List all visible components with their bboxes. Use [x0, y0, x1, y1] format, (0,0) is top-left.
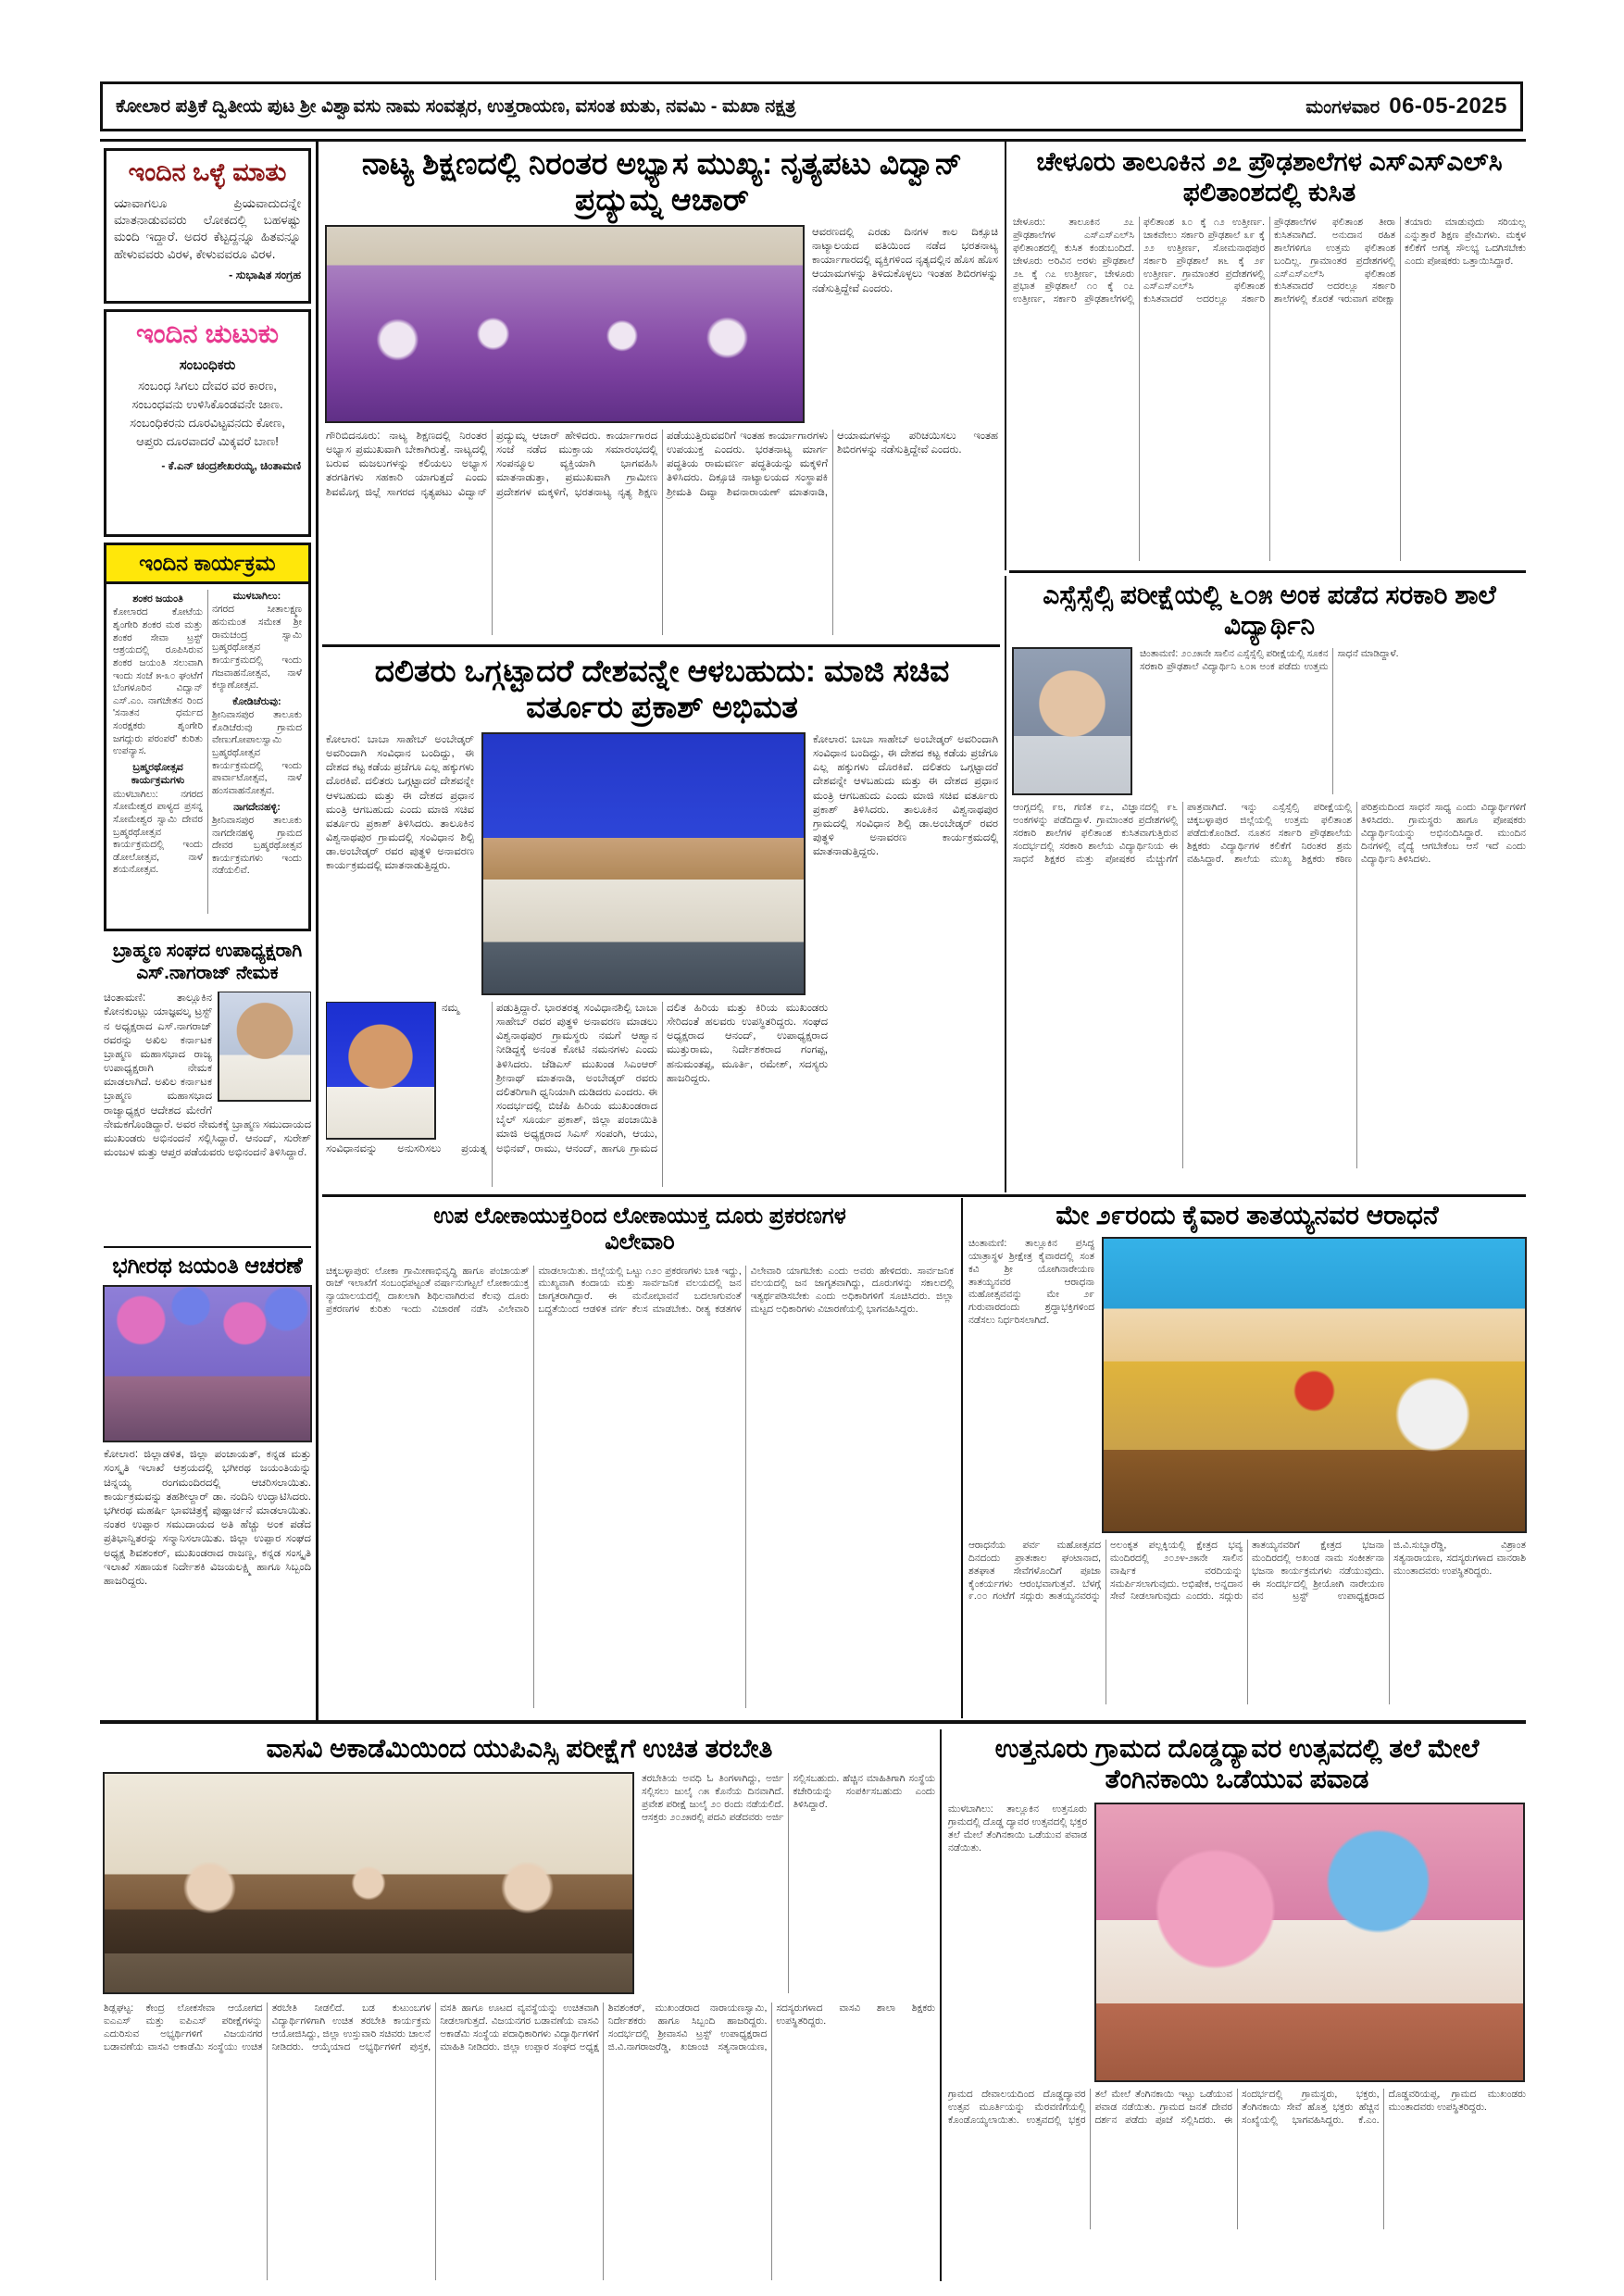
- article-dalitaru: [326, 654, 998, 1187]
- column-rule: [316, 141, 319, 1720]
- section-rule: [100, 1720, 1526, 1724]
- program-item-head: ಕೋಡಿಚೆರುವು:: [232, 695, 281, 707]
- chutuku-subtitle: ಸಂಬಂಧಿಕರು: [179, 357, 236, 373]
- good-word-title: ಇಂದಿನ ಒಳ್ಳೆ ಮಾತು: [128, 158, 287, 186]
- photo-dance-students-group: [326, 226, 804, 422]
- program-item-head: ಬ್ರಹ್ಮರಥೋತ್ಸವ ಕಾರ್ಯಕ್ರಮಗಳು: [131, 761, 185, 787]
- article-cheluru-body: ಚೇಳೂರು: ತಾಲೂಕಿನ ೨೭ ಪ್ರೌಢಶಾಲೆಗಳ ಎಸ್‌ಎಸ್‌ಎಲ್‌ಸಿ ಫಲಿತಾಂಶದಲ್ಲಿ ಕುಸಿತ ಕಂಡುಬಂದಿದೆ. ಚೇಳೂರು ಅರಿವಿನ ಅರಳು ಪ್ರೌಢಶಾಲೆ ೨೬ ಕ್ಕೆ ೧೭ ಉತ್ತೀರ್ಣ, ಚೇಳೂರು ಪ್ರಭಾತ ಪ್ರೌಢಶಾಲೆ ೧೦ ಕ್ಕೆ ೦೭ ಉತ್ತೀರ್ಣ, ಸರ್ಕಾರಿ ಪ್ರೌಢಶಾಲೆಗಳಲ್ಲಿ ಫಲಿತಾಂಶ ೩೦ ಕ್ಕೆ ೧೨ ಉತ್ತೀರ್ಣ. ಚಾಕವೇಲು ಸರ್ಕಾರಿ ಪ್ರೌಢಶಾಲೆ ೩೯ ಕ್ಕೆ ೨೨ ಉತ್ತೀರ್ಣ, ಸೋಮನಾಥಪುರ ಸರ್ಕಾರಿ ಪ್ರೌಢಶಾಲೆ ೫೬ ಕ್ಕೆ ೨೯ ಉತ್ತೀರ್ಣ. ಗ್ರಾಮಾಂತರ ಪ್ರದೇಶಗಳಲ್ಲಿ ಎಸ್‌ಎಸ್‌ಎಲ್‌ಸಿ ಫಲಿತಾಂಶ ಕುಸಿತವಾದರೆ ಅದರಲ್ಲೂ ಸರ್ಕಾರಿ ಪ್ರೌಢಶಾಲೆಗಳ ಫಲಿತಾಂಶ ತೀರಾ ಕುಸಿತವಾಗಿದೆ. ಅನುದಾನ ರಹಿತ ಶಾಲೆಗಳಿಗೂ ಉತ್ತಮ ಫಲಿತಾಂಶ ಬಂದಿಲ್ಲ. ಗ್ರಾಮಾಂತರ ಪ್ರದೇಶಗಳಲ್ಲಿ ಎಸ್‌ಎಸ್‌ಎಲ್‌ಸಿ ಫಲಿತಾಂಶ ಕುಸಿತವಾದರೆ ಅದರಲ್ಲೂ ಸರ್ಕಾರಿ ಶಾಲೆಗಳಲ್ಲಿ ಕೊರತೆ ಇರುವಾಗ ಪರೀಕ್ಷಾ ತಯಾರು ಮಾಡುವುದು ಸರಿಯಲ್ಲ ಎನ್ನುತ್ತಾರೆ ಶಿಕ್ಷಣ ಪ್ರೇಮಿಗಳು. ಮಕ್ಕಳ ಕಲಿಕೆಗೆ ಅಗತ್ಯ ಸೌಲಭ್ಯ ಒದಗಿಸಬೇಕು ಎಂದು ಪೋಷಕರು ಒತ್ತಾಯಿಸಿದ್ದಾರೆ.: [1013, 217, 1526, 306]
- article-nagaraj-headline: ಬ್ರಾಹ್ಮಣ ಸಂಘದ ಉಪಾಧ್ಯಕ್ಷರಾಗಿ ಎಸ್.ನಾಗರಾಜ್ ನೇಮಕ: [112, 941, 303, 983]
- photo-student-girl-portrait: [1013, 648, 1131, 794]
- article-uttanur: [948, 1733, 1526, 2229]
- masthead: [100, 81, 1523, 131]
- article-vasavi-headline: ವಾಸವಿ ಅಕಾಡೆಮಿಯಿಂದ ಯುಪಿಎಸ್ಸಿ ಪರೀಕ್ಷೆಗೆ ಉಚಿತ ತರಬೇತಿ: [266, 1734, 773, 1763]
- article-sslc605-lead: ಚಿಂತಾಮಣಿ: ೨೦೨೫ನೇ ಸಾಲಿನ ಎಸ್ಸೆಸ್ಸೆಲ್ಸಿ ಪರೀಕ್ಷೆಯಲ್ಲಿ ಸೂಕನ ಸರಕಾರಿ ಪ್ರೌಢಶಾಲೆ ವಿದ್ಯಾರ್ಥಿನಿ ೬೦೫ ಅಂಕ ಪಡೆದು ಉತ್ತಮ ಸಾಧನೆ ಮಾಡಿದ್ದಾಳೆ.: [1140, 648, 1399, 672]
- photo-ambedkar-statue-unveiling-event: [482, 733, 805, 994]
- program-item: [212, 695, 302, 798]
- article-uttanur-lead: ಮುಳಬಾಗಿಲು: ತಾಲ್ಲೂಕಿನ ಉತ್ತನೂರು ಗ್ರಾಮದಲ್ಲಿ ದೊಡ್ಡ ದ್ಯಾವರ ಉತ್ಸವದಲ್ಲಿ ಭಕ್ತರ ತಲೆ ಮೇಲೆ ತೆಂಗಿನಕಾಯಿ ಒಡೆಯುವ ಪವಾಡ ನಡೆಯಿತು.: [948, 1803, 1087, 1853]
- article-natya-headline: ನಾಟ್ಯ ಶಿಕ್ಷಣದಲ್ಲಿ ನಿರಂತರ ಅಭ್ಯಾಸ ಮುಖ್ಯ: ನೃತ್ಯಪಟು ವಿದ್ವಾನ್ ಪ್ರದ್ಯುಮ್ನ ಆಚಾರ್: [361, 146, 963, 217]
- article-vasavi: [104, 1733, 935, 2280]
- masthead-day: ಮಂಗಳವಾರ: [1305, 97, 1380, 118]
- program-item: [113, 593, 203, 758]
- column-rule: [1005, 141, 1006, 570]
- article-nagaraj: [104, 941, 311, 1223]
- program-item: [212, 590, 302, 693]
- good-word-credit: - ಸುಭಾಷಿತ ಸಂಗ್ರಹ: [229, 268, 301, 281]
- programs-title: ಇಂದಿನ ಕಾರ್ಯಕ್ರಮ: [106, 545, 308, 584]
- program-item-text: ಶ್ರೀನಿವಾಸಪುರ ತಾಲೂಕು ನಾಗದೇನಹಳ್ಳಿ ಗ್ರಾಮದ ದೇವರ ಬ್ರಹ್ಮರಥೋತ್ಸವ ಕಾರ್ಯಕ್ರಮಗಳು ಇಂದು ನಡೆಯಲಿವೆ.: [212, 814, 302, 877]
- chutuku-box: [104, 309, 311, 537]
- sidebar-rule: [104, 1246, 311, 1248]
- article-vasavi-body: ಶಿಡ್ಲಘಟ್ಟ: ಕೇಂದ್ರ ಲೋಕಸೇವಾ ಆಯೋಗದ ಐಎಎಸ್ ಮತ್ತು ಐಪಿಎಸ್ ಪರೀಕ್ಷೆಗಳನ್ನು ಎದುರಿಸುವ ಅಭ್ಯರ್ಥಿಗಳಿಗೆ ವಿಜಯನಗರ ಬಡಾವಣೆಯ ವಾಸವಿ ಅಕಾಡೆಮಿ ಸಂಸ್ಥೆಯು ಉಚಿತ ತರಬೇತಿ ನೀಡಲಿದೆ. ಬಡ ಕುಟುಂಬಗಳ ವಿದ್ಯಾರ್ಥಿಗಳಿಗಾಗಿ ಉಚಿತ ತರಬೇತಿ ಕಾರ್ಯಕ್ರಮ ಆಯೋಜಿಸಿದ್ದು, ಜಿಲ್ಲಾ ಉಸ್ತುವಾರಿ ಸಚಿವರು ಚಾಲನೆ ನೀಡಿದರು. ಆಯ್ಕೆಯಾದ ಅಭ್ಯರ್ಥಿಗಳಿಗೆ ಪುಸ್ತಕ, ವಸತಿ ಹಾಗೂ ಊಟದ ವ್ಯವಸ್ಥೆಯನ್ನು ಉಚಿತವಾಗಿ ನೀಡಲಾಗುತ್ತದೆ. ವಿಜಯನಗರ ಬಡಾವಣೆಯ ವಾಸವಿ ಅಕಾಡೆಮಿ ಸಂಸ್ಥೆಯ ಪದಾಧಿಕಾರಿಗಳು ವಿದ್ಯಾರ್ಥಿಗಳಿಗೆ ಮಾಹಿತಿ ನೀಡಿದರು. ಜಿಲ್ಲಾ ಉಪ್ಪಾರ ಸಂಘದ ಅಧ್ಯಕ್ಷ ಶಿವಶಂಕರ್, ಮುಖಂಡರಾದ ನಾರಾಯಣಸ್ವಾಮಿ, ನಿರ್ದೇಶಕರು ಹಾಗೂ ಸಿಬ್ಬಂದಿ ಹಾಜರಿದ್ದರು. ಸಂದರ್ಭದಲ್ಲಿ ಶ್ರೀವಾಸವಿ ಟ್ರಸ್ಟ್ ಉಪಾಧ್ಯಕ್ಷರಾದ ಜಿ.ವಿ.ನಾಗರಾಜರೆಡ್ಡಿ, ಖಜಾಂಚಿ ಸತ್ಯನಾರಾಯಣ, ಸದಸ್ಯರುಗಳಾದ ವಾಸವಿ ಶಾಲಾ ಶಿಕ್ಷಕರು ಉಪಸ್ಥಿತರಿದ್ದರು.: [104, 2003, 935, 2053]
- article-kaivara-body: ಆರಾಧನೆಯ ಪರ್ವ ಮಹೋತ್ಸವದ ದಿನದಂದು ಪ್ರಾತಃಕಾಲ ಘಂಟಾನಾದ, ಶತಘಾತ ಸೇವೆಗಳೊಂದಿಗೆ ಪೂಜಾ ಕೈಂಕರ್ಯಗಳು ಆರಂಭವಾಗುತ್ತವೆ. ಬೆಳಗ್ಗೆ ೯.೦೦ ಗಂಟೆಗೆ ಸದ್ಗುರು ತಾತಯ್ಯನವರನ್ನು ಅಲಂಕೃತ ಪಲ್ಲಕ್ಕಿಯಲ್ಲಿ ಕ್ಷೇತ್ರದ ಭವ್ಯ ಮಂದಿರದಲ್ಲಿ ೨೦೨೪-೨೫ನೇ ಸಾಲಿನ ವಾರ್ಷಿಕ ವರದಿಯನ್ನು ಸಮರ್ಪಿಸಲಾಗುವುದು. ಅಭಿಷೇಕ, ಅನ್ನದಾನ ಸೇವೆ ನೀಡಲಾಗುವುದು ಎಂದರು. ಸದ್ಗುರು ತಾತಯ್ಯನವರಿಗೆ ಕ್ಷೇತ್ರದ ಭಜನಾ ಮಂದಿರದಲ್ಲಿ ಅಖಂಡ ನಾಮ ಸಂಕೀರ್ತನಾ ಭಜನಾ ಕಾರ್ಯಕ್ರಮಗಳು ನಡೆಯುವುದು. ಈ ಸಂದರ್ಭದಲ್ಲಿ ಶ್ರೀಯೋಗಿ ನಾರೇಯಣ ವನ ಟ್ರಸ್ಟ್ ಉಪಾಧ್ಯಕ್ಷರಾದ ಜಿ.ವಿ.ಸುಬ್ಬಾರೆಡ್ಡಿ, ವಿಶ್ರಾಂತ ಸತ್ಯನಾರಾಯಣ, ಸದಸ್ಯರುಗಳಾದ ವಾನರಾಶಿ ಮುಂತಾದವರು ಉಪಸ್ಥಿತರಿದ್ದರು.: [968, 1540, 1526, 1603]
- article-dalitaru-body-col: ಕೋಲಾರ: ಬಾಬಾ ಸಾಹೇಬ್ ಅಂಬೇಡ್ಕರ್ ಅವರಿಂದಾಗಿ ಸಂವಿಧಾನ ಬಂದಿದ್ದು, ಈ ದೇಶದ ಕಟ್ಟ ಕಡೆಯ ಪ್ರಜೆಗೂ ಎಲ್ಲ ಹಕ್ಕುಗಳು ದೊರಕಿವೆ. ದಲಿತರು ಒಗ್ಗಟ್ಟಾದರೆ ದೇಶವನ್ನೇ ಆಳಬಹುದು ಮತ್ತು ಈ ದೇಶದ ಪ್ರಧಾನ ಮಂತ್ರಿ ಆಗಬಹುದು ಎಂದು ಮಾಜಿ ಸಚಿವ ವರ್ತೂರು ಪ್ರಕಾಶ್ ತಿಳಿಸಿದರು. ತಾಲೂಕಿನ ವಿಶ್ವನಾಥಪುರ ಗ್ರಾಮದಲ್ಲಿ ಸಂವಿಧಾನ ಶಿಲ್ಪಿ ಡಾ.ಅಂಬೇಡ್ಕರ್ ರವರ ಪುತ್ಥಳಿ ಅನಾವರಣ ಕಾರ್ಯಕ್ರಮದಲ್ಲಿ ಮಾತನಾಡುತ್ತಿದ್ದರು.: [813, 733, 998, 858]
- article-nagaraj-body-wrap: [104, 992, 311, 1223]
- article-dalitaru-body-text: ನಮ್ಮ ಸಂವಿಧಾನವನ್ನು ಅನುಸರಿಸಲು ಪ್ರಯತ್ನ ಪಡುತ್ತಿದ್ದಾರೆ. ಭಾರತರತ್ನ ಸಂವಿಧಾನಶಿಲ್ಪಿ ಬಾಬಾ ಸಾಹೇಬ್ ರವರ ಪುತ್ಥಳಿ ಅನಾವರಣ ಮಾಡಲು ವಿಶ್ವನಾಥಪುರ ಗ್ರಾಮಸ್ಥರು ನಮಗೆ ಆಹ್ವಾನ ನೀಡಿದ್ದಕ್ಕೆ ಅನಂತ ಕೋಟಿ ನಮನಗಳು ಎಂದು ತಿಳಿಸಿದರು. ಜೆಡಿಎಸ್ ಮುಖಂಡ ಸಿಎಂಆರ್ ಶ್ರೀನಾಥ್ ಮಾತನಾಡಿ, ಅಂಬೇಡ್ಕರ್ ರವರು ದಲಿತರಿಗಾಗಿ ಧ್ವನಿಯಾಗಿ ದುಡಿದರು ಎಂದರು. ಈ ಸಂದರ್ಭದಲ್ಲಿ ಬಿಜೆಪಿ ಹಿರಿಯ ಮುಖಂಡರಾದ ಬೈಲ್ ಸೂರ್ಯ ಪ್ರಕಾಶ್, ಜಿಲ್ಲಾ ಪಂಚಾಯಿತಿ ಮಾಜಿ ಅಧ್ಯಕ್ಷರಾದ ಸಿಎಸ್ ಸಂಪಂಗಿ, ಆಯು, ಅಭಿನವ್, ರಾಮು, ಆನಂದ್, ಹಾಗೂ ಗ್ರಾಮದ ದಲಿತ ಹಿರಿಯ ಮತ್ತು ಕಿರಿಯ ಮುಖಂಡರು ಸೇರಿದಂತೆ ಹಲವರು ಉಪಸ್ಥಿತರಿದ್ದರು. ಸಂಘದ ಅಧ್ಯಕ್ಷರಾದ ಆನಂದ್, ಉಪಾಧ್ಯಕ್ಷರಾದ ಮುತ್ತುರಾಮ, ನಿರ್ದೇಶಕರಾದ ಗಂಗಪ್ಪ, ಹನುಮಂತಪ್ಪ, ಮೂರ್ತಿ, ರಮೇಶ್, ಸದಸ್ಯರು ಹಾಜರಿದ್ದರು.: [326, 1002, 828, 1154]
- good-word-body: ಯಾವಾಗಲೂ ಪ್ರಿಯವಾದುದನ್ನೇ ಮಾತನಾಡುವವರು ಲೋಕದಲ್ಲಿ ಬಹಳಷ್ಟು ಮಂದಿ ಇದ್ದಾರೆ. ಅದರ ಕೆಟ್ಟದ್ದನ್ನೂ ಹಿತವನ್ನೂ ಹೇಳುವವರು ವಿರಳ, ಕೇಳುವವರೂ ವಿರಳ.: [114, 196, 301, 261]
- article-dalitaru-lead: ಕೋಲಾರ: ಬಾಬಾ ಸಾಹೇಬ್ ಅಂಬೇಡ್ಕರ್ ಅವರಿಂದಾಗಿ ಸಂವಿಧಾನ ಬಂದಿದ್ದು, ಈ ದೇಶದ ಕಟ್ಟ ಕಡೆಯ ಪ್ರಜೆಗೂ ಎಲ್ಲ ಹಕ್ಕುಗಳು ದೊರಕಿವೆ. ದಲಿತರು ಒಗ್ಗಟ್ಟಾದರೆ ದೇಶವನ್ನೇ ಆಳಬಹುದು ಮತ್ತು ಈ ದೇಶದ ಪ್ರಧಾನ ಮಂತ್ರಿ ಆಗಬಹುದು ಎಂದು ಮಾಜಿ ಸಚಿವ ವರ್ತೂರು ಪ್ರಕಾಶ್ ತಿಳಿಸಿದರು. ತಾಲೂಕಿನ ವಿಶ್ವನಾಥಪುರ ಗ್ರಾಮದಲ್ಲಿ ಸಂವಿಧಾನ ಶಿಲ್ಪಿ ಡಾ.ಅಂಬೇಡ್ಕರ್ ರವರ ಪುತ್ಥಳಿ ಅನಾವರಣ ಕಾರ್ಯಕ್ರಮದಲ್ಲಿ ಮಾತನಾಡುತ್ತಿದ್ದರು.: [326, 733, 474, 872]
- article-nagaraj-body: ಚಿಂತಾಮಣಿ: ತಾಲ್ಲೂಕಿನ ಕೋನಕುಂಟ್ಲು ಯಾಜ್ಞವಲ್ಕ ಟ್ರಸ್ಟ್ ನ ಅಧ್ಯಕ್ಷರಾದ ಎಸ್.ನಾಗರಾಜ್ ರವರನ್ನು ಅಖಿಲ ಕರ್ನಾಟಕ ಬ್ರಾಹ್ಮಣ ಮಹಾಸಭಾದ ರಾಜ್ಯ ಉಪಾಧ್ಯಕ್ಷರಾಗಿ ನೇಮಕ ಮಾಡಲಾಗಿದೆ. ಅಖಿಲ ಕರ್ನಾಟಕ ಬ್ರಾಹ್ಮಣ ಮಹಾಸಭಾದ ರಾಜ್ಯಾಧ್ಯಕ್ಷರ ಆದೇಶದ ಮೇರೆಗೆ ನೇಮಕಗೊಂಡಿದ್ದಾರೆ. ಅವರ ನೇಮಕಕ್ಕೆ ಬ್ರಾಹ್ಮಣ ಸಮುದಾಯದ ಮುಖಂಡರು ಅಭಿನಂದನೆ ಸಲ್ಲಿಸಿದ್ದಾರೆ. ಆನಂದ್, ಸುರೇಶ್ ಮಂಜುಳ ಮತ್ತು ಆಪ್ತರ ಪಡೆಯವರು ಅಭಿನಂದನೆ ತಿಳಿಸಿದ್ದಾರೆ.: [104, 992, 311, 1159]
- masthead-date: 06-05-2025: [1389, 94, 1507, 119]
- photo-uttanur-festival-procession: [1095, 1803, 1524, 2081]
- article-sslc605-body: ಆಂಗ್ಲದಲ್ಲಿ ೯೮, ಗಣಿತ ೯೭, ವಿಜ್ಞಾನದಲ್ಲಿ ೯೬ ಅಂಕಗಳನ್ನು ಪಡೆದಿದ್ದಾಳೆ. ಗ್ರಾಮಾಂತರ ಪ್ರದೇಶಗಳಲ್ಲಿ ಸರಕಾರಿ ಶಾಲೆಗಳ ಫಲಿತಾಂಶ ಕುಸಿತವಾಗುತ್ತಿರುವ ಸಂದರ್ಭದಲ್ಲಿ ಸರಕಾರಿ ಶಾಲೆಯ ವಿದ್ಯಾರ್ಥಿನಿಯ ಈ ಸಾಧನೆ ಶಿಕ್ಷಕರ ಮತ್ತು ಪೋಷಕರ ಮೆಚ್ಚುಗೆಗೆ ಪಾತ್ರವಾಗಿದೆ. ಇನ್ನು ಎಸ್ಸೆಸ್ಸೆಲ್ಸಿ ಪರೀಕ್ಷೆಯಲ್ಲಿ ಚಿಕ್ಕಬಳ್ಳಾಪುರ ಜಿಲ್ಲೆಯಲ್ಲಿ ಉತ್ತಮ ಫಲಿತಾಂಶ ಪಡೆದುಕೊಂಡಿದೆ. ನೂತನ ಸರ್ಕಾರಿ ಪ್ರೌಢಶಾಲೆಯ ಶಿಕ್ಷಕರು ವಿದ್ಯಾರ್ಥಿಗಳ ಕಲಿಕೆಗೆ ನಿರಂತರ ಶ್ರಮ ವಹಿಸಿದ್ದಾರೆ. ಶಾಲೆಯ ಮುಖ್ಯ ಶಿಕ್ಷಕರು ಕಠಿಣ ಪರಿಶ್ರಮದಿಂದ ಸಾಧನೆ ಸಾಧ್ಯ ಎಂದು ವಿದ್ಯಾರ್ಥಿಗಳಿಗೆ ತಿಳಿಸಿದರು. ಗ್ರಾಮಸ್ಥರು ಹಾಗೂ ಪೋಷಕರು ವಿದ್ಯಾರ್ಥಿನಿಯನ್ನು ಅಭಿನಂದಿಸಿದ್ದಾರೆ. ಮುಂದಿನ ದಿನಗಳಲ್ಲಿ ವೈದ್ಯೆ ಆಗಬೇಕೆಂಬ ಆಸೆ ಇದೆ ಎಂದು ವಿದ್ಯಾರ್ಥಿನಿ ತಿಳಿಸಿದಳು.: [1013, 802, 1526, 865]
- article-uttanur-body: ಗ್ರಾಮದ ದೇವಾಲಯದಿಂದ ದೊಡ್ಡದ್ಯಾವರ ಉತ್ಸವ ಮೂರ್ತಿಯನ್ನು ಮೆರವಣಿಗೆಯಲ್ಲಿ ಕೊಂಡೊಯ್ಯಲಾಯಿತು. ಉತ್ಸವದಲ್ಲಿ ಭಕ್ತರ ತಲೆ ಮೇಲೆ ತೆಂಗಿನಕಾಯಿ ಇಟ್ಟು ಒಡೆಯುವ ಪವಾಡ ನಡೆಯಿತು. ಗ್ರಾಮದ ಜನತೆ ದೇವರ ದರ್ಶನ ಪಡೆದು ಪೂಜೆ ಸಲ್ಲಿಸಿದರು. ಈ ಸಂದರ್ಭದಲ್ಲಿ ಗ್ರಾಮಸ್ಥರು, ಭಕ್ತರು, ತೆಂಗಿನಕಾಯಿ ಸೇವೆ ಹೊತ್ತ ಭಕ್ತರು ಹೆಚ್ಚಿನ ಸಂಖ್ಯೆಯಲ್ಲಿ ಭಾಗವಹಿಸಿದ್ದರು. ಕೆ.ಎಂ. ದೊಡ್ಡವರಿಯಪ್ಪ, ಗ್ರಾಮದ ಮುಖಂಡರು ಮುಂತಾದವರು ಉಪಸ್ಥಿತರಿದ್ದರು.: [948, 2089, 1526, 2126]
- program-item-head: ಮುಳಬಾಗಿಲು:: [232, 591, 281, 602]
- article-uttanur-headline: ಉತ್ತನೂರು ಗ್ರಾಮದ ದೊಡ್ಡದ್ಯಾವರ ಉತ್ಸವದಲ್ಲಿ ತಲೆ ಮೇಲೆ ತೆಂಗಿನಕಾಯಿ ಒಡೆಯುವ ಪವಾಡ: [994, 1734, 1480, 1794]
- article-dalitaru-headline: ದಲಿತರು ಒಗ್ಗಟ್ಟಾದರೆ ದೇಶವನ್ನೇ ಆಳಬಹುದು: ಮಾಜಿ ಸಚಿವ ವರ್ತೂರು ಪ್ರಕಾಶ್ ಅಭಿಮತ: [374, 654, 950, 724]
- program-item: [113, 761, 203, 877]
- column-rule: [1005, 576, 1006, 1192]
- photo-vasavi-academy-meeting: [104, 1773, 633, 1993]
- program-item-text: ಕೋಲಾರದ ಕೋಟೆಯ ಶೃಂಗೇರಿ ಶಂಕರ ಮಠ ಮತ್ತು ಶಂಕರ ಸೇವಾ ಟ್ರಸ್ಟ್ ಆಶ್ರಯದಲ್ಲಿ ರೂಪಿಸಿರುವ ಶಂಕರ ಜಯಂತಿ ಸಲುವಾಗಿ ಇಂದು ಸಂಜೆ ೫-೩೦ ಘಂಟೆಗೆ ಬೆಂಗಳೂರಿನ ವಿದ್ವಾನ್ ಎಸ್.ಎಂ. ನಾಗಚೇತನ ರಿಂದ 'ಸನಾತನ ಧರ್ಮದ ಸಂರಕ್ಷಕರು ಶೃಂಗೇರಿ ಜಗದ್ಗುರು ಪರಂಪರೆ' ಕುರಿತು ಉಪನ್ಯಾಸ.: [113, 606, 203, 757]
- article-kaivara: [968, 1200, 1526, 1704]
- programs-box: [104, 543, 311, 931]
- section-rule: [322, 644, 1000, 647]
- article-dalitaru-body: [326, 1002, 998, 1187]
- program-item-text: ನಗರದ ಸೀತಾಲಕ್ಷ್ಮಣ ಹನುಮಂತ ಸಮೇತ ಶ್ರೀ ರಾಮಚಂದ್ರ ಸ್ವಾಮಿ ಬ್ರಹ್ಮರಥೋತ್ಸವ ಕಾರ್ಯಕ್ರಮದಲ್ಲಿ ಇಂದು ಗಜವಾಹನೋತ್ಸವ, ನಾಳೆ ಕಲ್ಯಾಣೋತ್ಸವ.: [212, 604, 302, 692]
- program-item-text: ಶ್ರೀನಿವಾಸಪುರ ತಾಲೂಕು ಕೊಡಿಚೆರುವು ಗ್ರಾಮದ ವೇಣುಗೋಪಾಲಸ್ವಾಮಿ ಬ್ರಹ್ಮರಥೋತ್ಸವ ಕಾರ್ಯಕ್ರಮದಲ್ಲಿ ಇಂದು ಪಾರ್ವಾಟೋತ್ಸವ, ನಾಳೆ ಹಂಸವಾಹನೋತ್ಸವ.: [212, 709, 302, 796]
- article-cheluru: [1013, 146, 1526, 561]
- section-rule: [322, 1194, 1526, 1197]
- article-bhagiratha-headline: ಭಗೀರಥ ಜಯಂತಿ ಆಚರಣೆ: [112, 1254, 303, 1279]
- programs-list: [106, 584, 308, 919]
- article-bhagiratha-body: ಕೋಲಾರ: ಜಿಲ್ಲಾಡಳಿತ, ಜಿಲ್ಲಾ ಪಂಚಾಯತ್, ಕನ್ನಡ ಮತ್ತು ಸಂಸ್ಕೃತಿ ಇಲಾಖೆ ಆಶ್ರಯದಲ್ಲಿ ಭಗೀರಥ ಜಯಂತಿಯನ್ನು ಚಿನ್ನಯ್ಯ ರಂಗಮಂದಿರದಲ್ಲಿ ಆಚರಿಸಲಾಯಿತು. ಕಾರ್ಯಕ್ರಮವನ್ನು ತಹಶೀಲ್ದಾರ್ ಡಾ. ನಂದಿನಿ ಉದ್ಘಾಟಿಸಿದರು. ಭಗೀರಥ ಮಹರ್ಷಿ ಭಾವಚಿತ್ರಕ್ಕೆ ಪುಷ್ಪಾರ್ಚನೆ ಮಾಡಲಾಯಿತು. ನಂತರ ಉಪ್ಪಾರ ಸಮುದಾಯದ ಅತಿ ಹೆಚ್ಚು ಅಂಕ ಪಡೆದ ಪ್ರತಿಭಾನ್ವಿತರನ್ನು ಸನ್ಮಾನಿಸಲಾಯಿತು. ಜಿಲ್ಲಾ ಉಪ್ಪಾರ ಸಂಘದ ಅಧ್ಯಕ್ಷ ಶಿವಶಂಕರ್, ಮುಖಂಡರಾದ ರಾಜಣ್ಣ, ಕನ್ನಡ ಸಂಸ್ಕೃತಿ ಇಲಾಖೆ ಸಹಾಯಕ ನಿರ್ದೇಶಕಿ ವಿಜಯಲಕ್ಷ್ಮಿ ಹಾಗೂ ಸಿಬ್ಬಂದಿ ಹಾಜರಿದ್ದರು.: [104, 1449, 311, 1587]
- chutuku-title: ಇಂದಿನ ಚುಟುಕು: [135, 319, 280, 349]
- article-sslc605: [1013, 580, 1526, 1168]
- chutuku-line: ಸಂಬಂಧವನು ಉಳಿಸಿಕೊಂಡವನೇ ಜಾಣ.: [131, 397, 283, 412]
- article-cheluru-headline: ಚೇಳೂರು ತಾಲೂಕಿನ ೨೭ ಪ್ರೌಢಶಾಲೆಗಳ ಎಸ್‌ಎಸ್‌ಎಲ್‌ಸಿ ಫಲಿತಾಂಶದಲ್ಲಿ ಕುಸಿತ: [1036, 147, 1503, 207]
- article-natya-side: ಆವರಣದಲ್ಲಿ ಎರಡು ದಿನಗಳ ಕಾಲ ದಿಕ್ಸೂಚಿ ನಾಟ್ಯಾಲಯದ ವತಿಯಿಂದ ನಡೆದ ಭರತನಾಟ್ಯ ಕಾರ್ಯಾಗಾರದಲ್ಲಿ ವ್ಯಕ್ತಿಗಳಿಂದ ನೃತ್ಯದಲ್ಲಿನ ಹೊಸ ಹೊಸ ಆಯಾಮಗಳನ್ನು ತಿಳಿದುಕೊಳ್ಳಲು ಇಂತಹ ಶಿಬಿರಗಳನ್ನು ನಡೆಸುತ್ತಿದ್ದೇವೆ ಎಂದರು.: [812, 226, 998, 294]
- photo-varthur-prakash-portrait: [326, 1002, 435, 1139]
- photo-kaivara-temple-deity: [1103, 1238, 1526, 1532]
- column-rule: [940, 1729, 942, 2281]
- program-item-head: ನಾಗದೇನಹಳ್ಳಿ:: [233, 801, 281, 813]
- photo-s-nagaraj-portrait: [219, 992, 311, 1101]
- article-natya-body: ಗೌರಿಬಿದನೂರು: ನಾಟ್ಯ ಶಿಕ್ಷಣದಲ್ಲಿ ನಿರಂತರ ಅಭ್ಯಾಸ ಪ್ರಮುಖವಾಗಿ ಬೇಕಾಗಿರುತ್ತೆ. ನಾಟ್ಯದಲ್ಲಿ ಬರುವ ಮಜಲುಗಳನ್ನು ಕಲಿಯಲು ಅಭ್ಯಾಸ ತರಗತಿಗಳು ಸಹಕಾರಿ ಯಾಗುತ್ತದೆ ಎಂದು ಶಿವಮೊಗ್ಗ ಜಿಲ್ಲೆ ಸಾಗರದ ನೃತ್ಯಪಟು ವಿದ್ವಾನ್ ಪ್ರದ್ಯುಮ್ನ ಆಚಾರ್ ಹೇಳಿದರು. ಕಾರ್ಯಾಗಾರದ ಸಂಜೆ ನಡೆದ ಮುಕ್ತಾಯ ಸಮಾರಂಭದಲ್ಲಿ ಸಂಪನ್ಮೂಲ ವ್ಯಕ್ತಿಯಾಗಿ ಭಾಗವಹಿಸಿ ಮಾತನಾಡುತ್ತಾ, ಪ್ರಮುಖವಾಗಿ ಗ್ರಾಮೀಣ ಪ್ರದೇಶಗಳ ಮಕ್ಕಳಿಗೆ, ಭರತನಾಟ್ಯ ನೃತ್ಯ ಶಿಕ್ಷಣ ಪಡೆಯುತ್ತಿರುವವರಿಗೆ ಇಂತಹ ಕಾರ್ಯಾಗಾರಗಳು ಉಪಯುಕ್ತ ಎಂದರು. ಭರತನಾಟ್ಯ ಮಾರ್ಗ ಪದ್ಧತಿಯ ರಾಮವರ್ಣ ಪದ್ಧತಿಯನ್ನು ಮಕ್ಕಳಿಗೆ ತಿಳಿಸಿದರು. ದಿಕ್ಸೂಚಿ ನಾಟ್ಯಾಲಯದ ಸಂಸ್ಥಾಪಕಿ ಶ್ರೀಮತಿ ದಿವ್ಯಾ ಶಿವನಾರಾಯಣ್ ಮಾತನಾಡಿ, ಆಯಾಮಗಳನ್ನು ಪರಿಚಯಿಸಲು ಇಂತಹ ಶಿಬಿರಗಳನ್ನು ನಡೆಸುತ್ತಿದ್ದೇವೆ ಎಂದರು.: [326, 430, 998, 498]
- article-lokayukta: [326, 1204, 954, 1708]
- program-item-text: ಮುಳಬಾಗಿಲು: ನಗರದ ಸೋಮೇಶ್ವರ ಪಾಳ್ಯದ ಪ್ರಸನ್ನ ಸೋಮೇಶ್ವರ ಸ್ವಾಮಿ ದೇವರ ಬ್ರಹ್ಮರಥೋತ್ಸವ ಕಾರ್ಯಕ್ರಮದಲ್ಲಿ ಇಂದು ಡೋಲೋತ್ಸವ, ನಾಳೆ ಶಯನೋತ್ಸವ.: [113, 788, 203, 876]
- article-natya: [326, 146, 998, 635]
- article-sslc605-headline: ಎಸ್ಸೆಸ್ಸೆಲ್ಸಿ ಪರೀಕ್ಷೆಯಲ್ಲಿ ೬೦೫ ಅಂಕ ಪಡೆದ ಸರಕಾರಿ ಶಾಲೆ ವಿದ್ಯಾರ್ಥಿನಿ: [1043, 580, 1496, 641]
- article-lokayukta-headline: ಉಪ ಲೋಕಾಯುಕ್ತರಿಂದ ಲೋಕಾಯುಕ್ತ ದೂರು ಪ್ರಕರಣಗಳ ವಿಲೇವಾರಿ: [433, 1204, 846, 1255]
- article-kaivara-headline: ಮೇ ೨೯ರಂದು ಕೈವಾರ ತಾತಯ್ಯನವರ ಆರಾಧನೆ: [1056, 1201, 1439, 1229]
- column-rule: [961, 1198, 963, 1718]
- article-vasavi-side: ತರಬೇತಿಯ ಅವಧಿ ಓ ತಿಂಗಳಾಗಿದ್ದು, ಅರ್ಜಿ ಸಲ್ಲಿಸಲು ಜುಲೈ ೧೫ ಕೊನೆಯ ದಿನವಾಗಿದೆ. ಪ್ರವೇಶ ಪರೀಕ್ಷೆ ಜುಲೈ ೨೦ ರಂದು ನಡೆಯಲಿದೆ. ಆಸಕ್ತರು ೨೦೨೫ರಲ್ಲಿ ಪದವಿ ಪಡೆದವರು ಅರ್ಜಿ ಸಲ್ಲಿಸಬಹುದು. ಹೆಚ್ಚಿನ ಮಾಹಿತಿಗಾಗಿ ಸಂಸ್ಥೆಯ ಕಚೇರಿಯನ್ನು ಸಂಪರ್ಕಿಸಬಹುದು ಎಂದು ತಿಳಿಸಿದ್ದಾರೆ.: [642, 1773, 935, 1823]
- program-item-head: ಶಂಕರ ಜಯಂತಿ: [132, 593, 183, 605]
- article-bhagiratha: [104, 1254, 311, 1716]
- chutuku-line: ಆಪ್ತರು ದೂರವಾದರೆ ಮಿಕ್ಕವರೆ ಬಾಣ!: [136, 434, 279, 449]
- article-lokayukta-body: ಚಿಕ್ಕಬಳ್ಳಾಪುರ: ಲೋಕಾ ಗ್ರಾಮೀಣಾಭಿವೃದ್ಧಿ ಹಾಗೂ ಪಂಚಾಯತ್ ರಾಜ್ ಇಲಾಖೆಗೆ ಸಂಬಂಧಪಟ್ಟಂತೆ ವರ್ಷಾನುಗಟ್ಟಲೆ ಲೋಕಾಯುಕ್ತ ನ್ಯಾಯಾಲಯದಲ್ಲಿ ದಾಖಲಾಗಿ ಶಿಥಿಲವಾಗಿರುವ ಕೆಲವು ದೂರು ಪ್ರಕರಣಗಳ ಕುರಿತು ಇಂದು ವಿಚಾರಣೆ ನಡೆಸಿ ವಿಲೇವಾರಿ ಮಾಡಲಾಯಿತು. ಜಿಲ್ಲೆಯಲ್ಲಿ ಒಟ್ಟು ೧೨೦ ಪ್ರಕರಣಗಳು ಬಾಕಿ ಇದ್ದು, ಮುಖ್ಯವಾಗಿ ಕಂದಾಯ ಮತ್ತು ಸಾರ್ವಜನಿಕ ವಲಯದಲ್ಲಿ ಜನ ಜಾಗೃತರಾಗಿದ್ದಾರೆ. ಈ ಮನೋಭಾವನೆ ಬದಲಾಗುವಂತೆ ಬದ್ಧತೆಯಿಂದ ಆಡಳಿತ ವರ್ಗ ಕೆಲಸ ಮಾಡಬೇಕು. ರೀತ್ಯ ಕಡತಗಳ ವಿಲೇವಾರಿ ಯಾಗಬೇಕು ಎಂದು ಅವರು ಹೇಳಿದರು. ಸಾರ್ವಜನಿಕ ವಲಯದಲ್ಲಿ ಜನ ಜಾಗೃತವಾಗಿದ್ದು, ದೂರುಗಳನ್ನು ಸಕಾಲದಲ್ಲಿ ಇತ್ಯರ್ಥಪಡಿಸಬೇಕು ಎಂದು ಅಧಿಕಾರಿಗಳಿಗೆ ಸೂಚಿಸಿದರು. ಜಿಲ್ಲಾ ಮಟ್ಟದ ಅಧಿಕಾರಿಗಳು ವಿಚಾರಣೆಯಲ್ಲಿ ಭಾಗವಹಿಸಿದ್ದರು.: [326, 1265, 954, 1316]
- masthead-ephemeris: ಕೋಲಾರ ಪತ್ರಿಕೆ ದ್ವಿತೀಯ ಪುಟ ಶ್ರೀ ವಿಶ್ವಾವಸು ನಾಮ ಸಂವತ್ಸರ, ಉತ್ತರಾಯಣ, ವಸಂತ ಋತು, ನವಮಿ - ಮಖಾ ನಕ್ಷತ್ರ: [116, 95, 796, 117]
- chutuku-credit: - ಕೆ.ಎನ್ ಚಂದ್ರಶೇಖರಯ್ಯ, ಚಿಂತಾಮಣಿ: [161, 458, 301, 472]
- chutuku-line: ಸಂಬಂಧಿಕರನು ದೂರವಿಟ್ಟವನದು ಕೋಣ,: [130, 416, 285, 430]
- masthead-rule: [100, 139, 1526, 142]
- good-word-box: [104, 148, 311, 304]
- program-item: [212, 801, 302, 879]
- photo-bhagiratha-jayanti-event: [104, 1286, 311, 1441]
- article-kaivara-lead: ಚಿಂತಾಮಣಿ: ತಾಲ್ಲೂಕಿನ ಪ್ರಸಿದ್ಧ ಯಾತ್ರಾಸ್ಥಳ ಶ್ರೀಕ್ಷೇತ್ರ ಕೈವಾರದಲ್ಲಿ ಸಂತ ಕವಿ ಶ್ರೀ ಯೋಗಿನಾರೇಯಣ ತಾತಯ್ಯನವರ ಆರಾಧನಾ ಮಹೋತ್ಸವವನ್ನು ಮೇ ೨೯ ಗುರುವಾರದಂದು ಶ್ರದ್ಧಾಭಕ್ತಿಗಳಿಂದ ನಡೆಸಲು ನಿರ್ಧರಿಸಲಾಗಿದೆ.: [968, 1238, 1094, 1327]
- chutuku-line: ಸಂಬಂಧ ಸಿಗಲು ದೇವರ ವರ ಕಾರಣ,: [138, 379, 277, 393]
- section-rule: [1009, 570, 1526, 573]
